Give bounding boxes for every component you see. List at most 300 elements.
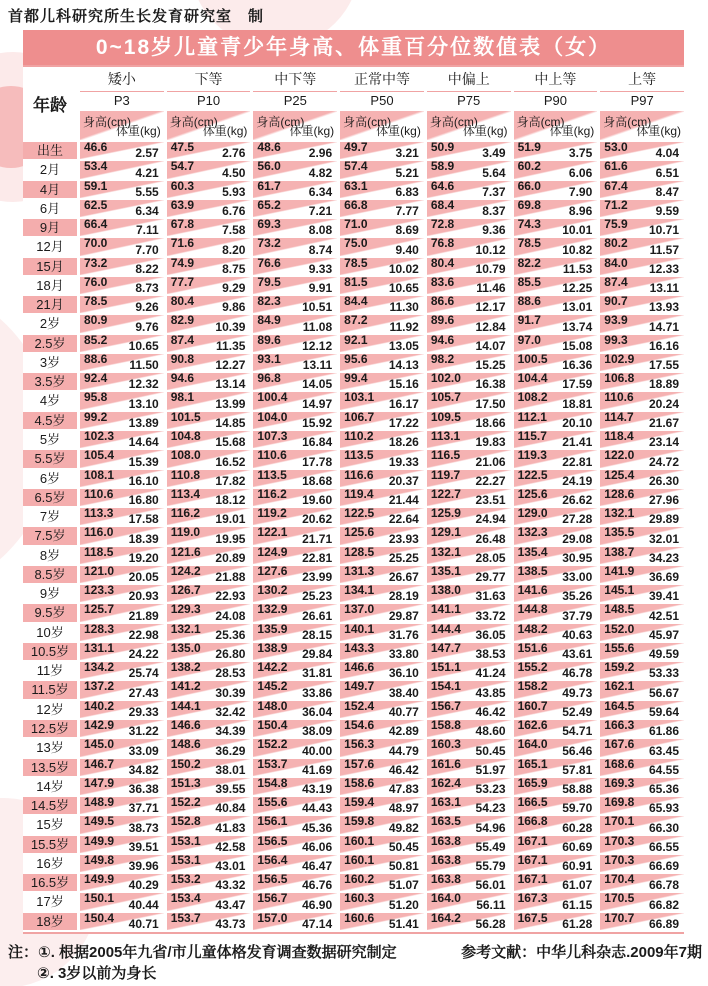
data-cell: [340, 467, 424, 488]
height-label: 身高(cm): [343, 115, 392, 129]
weight-value: 43.01: [215, 859, 246, 874]
weight-label: 体重(kg): [376, 124, 421, 138]
weight-value: 7.90: [568, 184, 593, 199]
data-cell: [514, 775, 598, 797]
data-cell: [167, 467, 251, 488]
weight-value: 46.06: [302, 839, 333, 854]
height-value: 65.2: [257, 197, 281, 212]
height-value: 87.4: [170, 332, 195, 347]
data-cell: [514, 893, 598, 910]
height-value: 113.3: [84, 506, 114, 521]
weight-value: 9.76: [135, 319, 159, 334]
weight-value: 36.05: [475, 627, 506, 642]
data-cell: [600, 662, 684, 679]
weight-value: 6.83: [395, 184, 419, 199]
data-cell: [514, 392, 598, 409]
data-cell: [427, 274, 511, 296]
weight-value: 15.08: [562, 338, 593, 353]
height-value: 166.5: [517, 795, 548, 810]
height-value: 146.6: [344, 660, 375, 675]
height-value: 74.3: [517, 217, 541, 232]
height-value: 110.6: [84, 486, 114, 501]
height-value: 156.1: [257, 814, 288, 829]
data-cell: [340, 681, 424, 698]
data-cell: [167, 508, 251, 525]
weight-value: 50.81: [388, 859, 419, 874]
weight-value: 6.06: [568, 165, 593, 180]
data-cell: [514, 332, 598, 353]
height-value: 150.2: [170, 756, 201, 771]
data-cell: [253, 893, 337, 910]
data-cell: [600, 544, 684, 565]
growth-table: [23, 30, 684, 934]
data-cell: [340, 142, 424, 159]
height-value: 156.5: [257, 872, 288, 887]
data-cell: [80, 197, 164, 219]
weight-value: 8.74: [308, 242, 333, 257]
data-cell: [340, 640, 424, 662]
data-cell: [167, 527, 251, 544]
data-cell: [80, 450, 164, 467]
weight-value: 36.10: [388, 666, 419, 681]
height-value: 134.1: [344, 583, 375, 598]
weight-value: 13.14: [215, 377, 246, 392]
height-label: 身高(cm): [256, 115, 305, 129]
weight-value: 11.53: [562, 261, 593, 276]
data-cell: [600, 409, 684, 430]
data-cell: [80, 142, 164, 159]
weight-value: 14.13: [388, 358, 419, 373]
weight-value: 40.71: [128, 916, 159, 931]
weight-value: 3.49: [482, 146, 506, 161]
weight-value: 42.58: [215, 839, 246, 854]
height-value: 68.4: [430, 197, 455, 212]
weight-value: 25.36: [215, 627, 246, 642]
data-cell: [600, 756, 684, 777]
height-value: 167.3: [517, 891, 548, 906]
height-value: 53.4: [84, 159, 108, 174]
data-cell: [167, 486, 251, 508]
weight-value: 39.41: [648, 589, 679, 604]
height-value: 119.3: [517, 448, 547, 463]
data-cell: [600, 178, 684, 199]
height-value: 132.1: [170, 621, 201, 636]
weight-value: 11.92: [389, 319, 419, 334]
data-cell: [600, 717, 684, 739]
height-value: 71.2: [604, 197, 628, 212]
data-cell: [167, 910, 251, 931]
weight-value: 33.72: [475, 608, 506, 623]
weight-value: 13.93: [648, 300, 679, 315]
weight-value: 33.00: [562, 570, 593, 585]
height-value: 160.7: [517, 698, 548, 713]
weight-value: 24.08: [215, 608, 246, 623]
weight-value: 13.11: [649, 281, 679, 296]
height-value: 124.2: [170, 563, 201, 578]
weight-value: 66.55: [648, 839, 679, 854]
height-value: 165.1: [517, 756, 548, 771]
height-value: 110.8: [170, 467, 201, 482]
height-value: 149.9: [84, 833, 115, 848]
height-value: 158.2: [517, 679, 548, 694]
height-value: 118.5: [84, 544, 114, 559]
data-cell: [600, 296, 684, 313]
data-cell: [514, 142, 598, 159]
weight-value: 29.77: [475, 570, 506, 585]
weight-value: 36.04: [302, 704, 333, 719]
weight-value: 5.93: [222, 184, 246, 199]
height-value: 125.9: [430, 506, 461, 521]
data-cell: [600, 775, 684, 797]
data-cell: [514, 739, 598, 756]
data-cell: [427, 604, 511, 621]
weight-label: 体重(kg): [289, 124, 335, 138]
height-value: 137.0: [344, 602, 375, 617]
data-cell: [427, 681, 511, 698]
height-value: 154.1: [430, 679, 461, 694]
weight-value: 29.89: [648, 512, 679, 527]
data-cell: [600, 604, 684, 621]
height-value: 156.3: [344, 737, 375, 752]
data-cell: [600, 681, 684, 698]
data-cell: [253, 392, 337, 409]
weight-value: 10.02: [388, 261, 419, 276]
weight-value: 38.40: [388, 685, 419, 700]
data-cell: [167, 698, 251, 719]
weight-value: 34.82: [128, 762, 159, 777]
weight-value: 16.84: [302, 435, 333, 450]
height-value: 140.2: [84, 698, 115, 713]
data-cell: [600, 585, 684, 602]
height-value: 96.8: [257, 371, 281, 386]
weight-value: 60.28: [562, 820, 593, 835]
weight-value: 15.39: [128, 454, 159, 469]
data-cell: [167, 392, 251, 409]
height-value: 148.2: [517, 621, 548, 636]
data-cell: [340, 893, 424, 910]
weight-value: 18.12: [215, 493, 246, 508]
data-cell: [514, 527, 598, 544]
data-cell: [427, 197, 511, 219]
age-cell: 9月: [23, 219, 77, 236]
weight-value: 47.83: [388, 782, 419, 797]
group-name-header: 上等: [628, 71, 657, 87]
height-value: 97.0: [517, 332, 541, 347]
height-value: 92.4: [84, 371, 108, 386]
height-value: 146.7: [84, 756, 115, 771]
height-value: 170.3: [604, 833, 635, 848]
data-cell: [253, 315, 337, 332]
height-value: 98.1: [170, 390, 195, 405]
height-value: 156.5: [257, 833, 288, 848]
height-value: 155.6: [257, 795, 288, 810]
height-value: 76.0: [84, 274, 108, 289]
height-value: 163.8: [430, 833, 461, 848]
header-grid: [23, 65, 684, 140]
weight-value: 38.09: [302, 724, 333, 739]
weight-value: 43.61: [562, 647, 593, 662]
data-cell: [253, 852, 337, 874]
weight-value: 30.39: [215, 685, 246, 700]
height-value: 151.3: [170, 775, 201, 790]
height-value: 162.4: [430, 775, 461, 790]
data-cell: [427, 717, 511, 739]
weight-value: 56.01: [475, 878, 506, 893]
weight-value: 26.80: [215, 647, 246, 662]
data-cell: [80, 662, 164, 679]
weight-value: 6.34: [308, 184, 333, 199]
group-percentile-header: P75: [427, 91, 511, 110]
weight-value: 21.06: [475, 454, 506, 469]
data-cell: [514, 717, 598, 739]
weight-value: 7.11: [136, 223, 159, 238]
data-cell: [514, 604, 598, 621]
height-value: 87.4: [604, 274, 628, 289]
data-cell: [514, 816, 598, 833]
weight-value: 4.50: [222, 165, 246, 180]
weight-value: 31.63: [475, 589, 506, 604]
data-cell: [253, 698, 337, 719]
weight-value: 59.70: [562, 801, 593, 816]
data-cell: [80, 508, 164, 525]
weight-value: 46.90: [302, 897, 333, 912]
height-value: 152.0: [604, 621, 635, 636]
weight-value: 13.01: [562, 300, 593, 315]
age-cell: 8.5岁: [23, 566, 77, 583]
height-value: 80.2: [604, 236, 628, 251]
data-cell: [340, 219, 424, 236]
weight-value: 43.32: [215, 878, 246, 893]
weight-value: 8.69: [395, 223, 419, 238]
data-cell: [600, 351, 684, 373]
weight-value: 5.64: [482, 165, 506, 180]
data-cell: [427, 621, 511, 642]
weight-value: 19.60: [302, 493, 333, 508]
data-cell: [514, 255, 598, 276]
height-value: 164.0: [430, 891, 461, 906]
group-name-header: 中偏上: [447, 71, 490, 87]
data-cell: [340, 178, 424, 199]
data-cell: [514, 698, 598, 719]
height-value: 47.5: [170, 140, 195, 154]
data-cell: [80, 351, 164, 373]
data-cell: [253, 833, 337, 854]
data-cell: [600, 373, 684, 390]
height-value: 167.1: [517, 833, 548, 848]
data-cell: [167, 142, 251, 159]
height-value: 155.2: [517, 660, 548, 675]
height-value: 163.1: [430, 795, 461, 810]
weight-value: 26.62: [562, 493, 593, 508]
weight-value: 33.86: [302, 685, 333, 700]
weight-value: 26.48: [475, 531, 506, 546]
height-value: 93.1: [257, 351, 281, 366]
height-value: 103.1: [344, 390, 375, 405]
data-cell: [514, 640, 598, 662]
height-value: 123.3: [84, 583, 115, 598]
weight-value: 51.20: [388, 897, 419, 912]
data-cell: [167, 852, 251, 874]
weight-value: 61.28: [562, 916, 593, 931]
height-value: 71.0: [344, 217, 368, 232]
weight-value: 24.19: [562, 473, 593, 488]
group-percentile-header: P50: [340, 91, 424, 110]
data-cell: [253, 717, 337, 739]
height-label: 身高(cm): [516, 115, 565, 129]
data-cell: [600, 428, 684, 450]
data-cell: [253, 161, 337, 178]
height-value: 105.4: [84, 448, 115, 463]
data-cell: [600, 621, 684, 642]
weight-value: 56.28: [475, 916, 506, 931]
height-value: 144.1: [170, 698, 201, 713]
weight-value: 25.23: [302, 589, 333, 604]
data-cell: [167, 238, 251, 255]
height-value: 125.6: [517, 486, 548, 501]
reference-line: 参考文献：中华儿科杂志.2009年7期: [461, 944, 702, 961]
weight-value: 36.38: [128, 782, 159, 797]
data-cell: [514, 238, 598, 255]
data-cell: [427, 392, 511, 409]
weight-value: 15.25: [475, 358, 506, 373]
weight-value: 4.82: [308, 165, 333, 180]
height-value: 63.1: [344, 178, 368, 193]
height-value: 148.0: [257, 698, 288, 713]
data-cell: [514, 563, 598, 585]
weight-value: 31.76: [388, 627, 419, 642]
age-cell: 7岁: [23, 508, 77, 525]
height-value: 94.6: [170, 371, 195, 386]
data-cell: [340, 816, 424, 833]
data-cell: [80, 816, 164, 833]
height-value: 106.7: [344, 409, 375, 424]
weight-value: 10.51: [302, 300, 333, 315]
height-value: 119.0: [170, 525, 201, 540]
data-cell: [514, 874, 598, 891]
data-cell: [253, 296, 337, 313]
weight-value: 5.21: [395, 165, 419, 180]
height-value: 149.9: [84, 872, 115, 887]
weight-value: 23.99: [302, 570, 333, 585]
weight-value: 40.29: [128, 878, 159, 893]
data-cell: [600, 238, 684, 255]
height-value: 73.2: [257, 236, 281, 251]
height-value: 144.4: [430, 621, 461, 636]
data-cell: [253, 428, 337, 450]
data-cell: [340, 698, 424, 719]
weight-value: 51.97: [475, 762, 506, 777]
data-cell: [340, 296, 424, 313]
data-cell: [167, 833, 251, 854]
height-value: 160.2: [344, 872, 375, 887]
height-value: 101.5: [170, 409, 201, 424]
weight-value: 22.93: [215, 589, 246, 604]
weight-value: 2.76: [222, 146, 246, 161]
age-cell: 11岁: [23, 662, 77, 679]
data-cell: [427, 797, 511, 814]
height-value: 84.0: [604, 255, 628, 270]
weight-value: 54.23: [475, 801, 506, 816]
data-cell: [427, 219, 511, 236]
data-cell: [167, 874, 251, 891]
weight-value: 20.10: [562, 415, 593, 430]
height-value: 168.6: [604, 756, 635, 771]
height-value: 110.6: [257, 448, 287, 463]
data-cell: [253, 409, 337, 430]
age-cell: 9.5岁: [23, 604, 77, 621]
data-cell: [600, 874, 684, 891]
height-value: 131.3: [344, 563, 375, 578]
height-value: 64.6: [430, 178, 455, 193]
group-percentile-header: P97: [600, 91, 684, 110]
height-value: 132.1: [430, 544, 461, 559]
height-value: 84.4: [344, 294, 368, 309]
height-value: 60.3: [170, 178, 195, 193]
weight-value: 40.44: [128, 897, 159, 912]
height-value: 75.0: [344, 236, 368, 251]
weight-value: 11.30: [389, 300, 419, 315]
data-cell: [80, 698, 164, 719]
data-cell: [253, 332, 337, 353]
age-cell: 18月: [23, 277, 77, 294]
weight-value: 41.83: [215, 820, 246, 835]
height-value: 150.1: [84, 891, 115, 906]
height-value: 170.5: [604, 891, 635, 906]
data-cell: [167, 681, 251, 698]
age-cell: 9岁: [23, 585, 77, 602]
weight-value: 66.89: [648, 916, 679, 931]
table-title: 0~18岁儿童青少年身高、体重百分位数值表（女）: [23, 30, 684, 65]
data-cell: [427, 238, 511, 255]
height-value: 144.8: [517, 602, 548, 617]
height-value: 132.1: [604, 506, 635, 521]
weight-value: 45.36: [302, 820, 333, 835]
weight-value: 39.51: [128, 839, 159, 854]
age-cell: 13.5岁: [23, 759, 77, 776]
data-cell: [80, 739, 164, 756]
data-cell: [340, 527, 424, 544]
height-value: 66.0: [517, 178, 541, 193]
weight-value: 12.12: [302, 338, 333, 353]
weight-value: 13.10: [128, 396, 159, 411]
height-value: 84.9: [257, 313, 281, 328]
data-cell: [167, 351, 251, 373]
weight-value: 19.01: [215, 512, 246, 527]
data-cell: [80, 544, 164, 565]
data-cell: [340, 797, 424, 814]
weight-value: 8.96: [568, 204, 593, 219]
weight-value: 61.15: [562, 897, 593, 912]
height-value: 165.9: [517, 775, 548, 790]
weight-value: 38.01: [215, 762, 246, 777]
height-value: 99.2: [84, 409, 108, 424]
height-value: 128.6: [604, 486, 635, 501]
weight-value: 55.79: [475, 859, 506, 874]
age-cell: 10.5岁: [23, 643, 77, 660]
data-cell: [600, 255, 684, 276]
weight-value: 51.07: [388, 878, 419, 893]
age-cell: 16岁: [23, 855, 77, 872]
data-cell: [167, 797, 251, 814]
height-value: 77.7: [170, 274, 195, 289]
height-value: 170.1: [604, 814, 635, 829]
data-cell: [514, 178, 598, 199]
height-value: 108.1: [84, 467, 115, 482]
weight-value: 16.16: [648, 338, 679, 353]
height-value: 113.4: [170, 486, 201, 501]
weight-value: 15.16: [388, 377, 419, 392]
weight-value: 30.95: [562, 550, 593, 565]
